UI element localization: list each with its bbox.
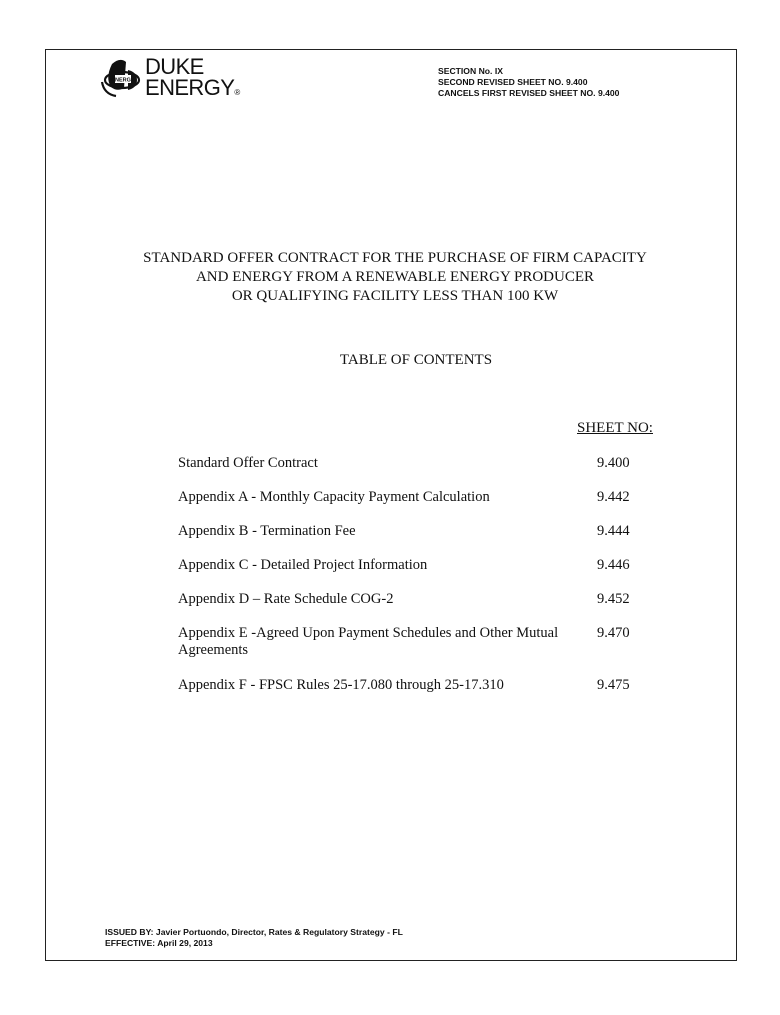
toc-item-label: Appendix A - Monthly Capacity Payment Calculation xyxy=(178,489,490,505)
title-line-2: AND ENERGY FROM A RENEWABLE ENERGY PRODUCER xyxy=(195,269,595,285)
svg-text:ENERGY: ENERGY xyxy=(111,77,135,84)
toc-item-sheet: 9.400 xyxy=(597,455,630,471)
toc-item-label: Appendix B - Termination Fee xyxy=(178,523,356,539)
toc-item-sheet: 9.444 xyxy=(597,523,630,539)
title-line-3: OR QUALIFYING FACILITY LESS THAN 100 KW xyxy=(231,288,559,304)
toc-item-sheet: 9.446 xyxy=(597,557,630,573)
issued-by: ISSUED BY: Javier Portuondo, Director, Rates & Regulatory Strategy - FL xyxy=(105,927,403,937)
toc-item-label: Appendix C - Detailed Project Information xyxy=(178,557,428,573)
toc-item-label: Standard Offer Contract xyxy=(178,455,318,471)
sheet-no-heading: SHEET NO: xyxy=(577,420,653,436)
sheet-reference xyxy=(438,66,619,99)
toc-item-sheet: 9.470 xyxy=(597,625,630,641)
section-number: SECTION No. IX xyxy=(438,66,503,76)
cancels-sheet-number: CANCELS FIRST REVISED SHEET NO. 9.400 xyxy=(438,88,620,98)
registered-mark: ® xyxy=(234,88,241,97)
document-title xyxy=(110,249,680,306)
duke-energy-logo-icon xyxy=(100,58,144,100)
revised-sheet-number: SECOND REVISED SHEET NO. 9.400 xyxy=(438,77,588,87)
effective-date: EFFECTIVE: April 29, 2013 xyxy=(105,938,213,948)
toc-item-sheet: 9.442 xyxy=(597,489,630,505)
toc-item-sheet: 9.452 xyxy=(597,591,630,607)
toc-item-label: Appendix E -Agreed Upon Payment Schedules and Other Mutual Agreements xyxy=(178,625,559,658)
title-line-1: STANDARD OFFER CONTRACT FOR THE PURCHASE OF FIRM CAPACITY xyxy=(143,250,647,266)
logo-line1: DUKE xyxy=(145,54,204,79)
logo-wordmark xyxy=(145,56,240,103)
toc-item-sheet: 9.475 xyxy=(597,677,630,693)
toc-heading: TABLE OF CONTENTS xyxy=(339,352,493,368)
toc-item-label: Appendix F - FPSC Rules 25-17.080 through 25-17.310 xyxy=(178,677,504,693)
issuance-footer xyxy=(105,927,403,949)
duke-energy-logo xyxy=(100,56,265,104)
toc-item-label: Appendix D – Rate Schedule COG-2 xyxy=(178,591,394,607)
logo-line2: ENERGY® xyxy=(145,75,241,100)
